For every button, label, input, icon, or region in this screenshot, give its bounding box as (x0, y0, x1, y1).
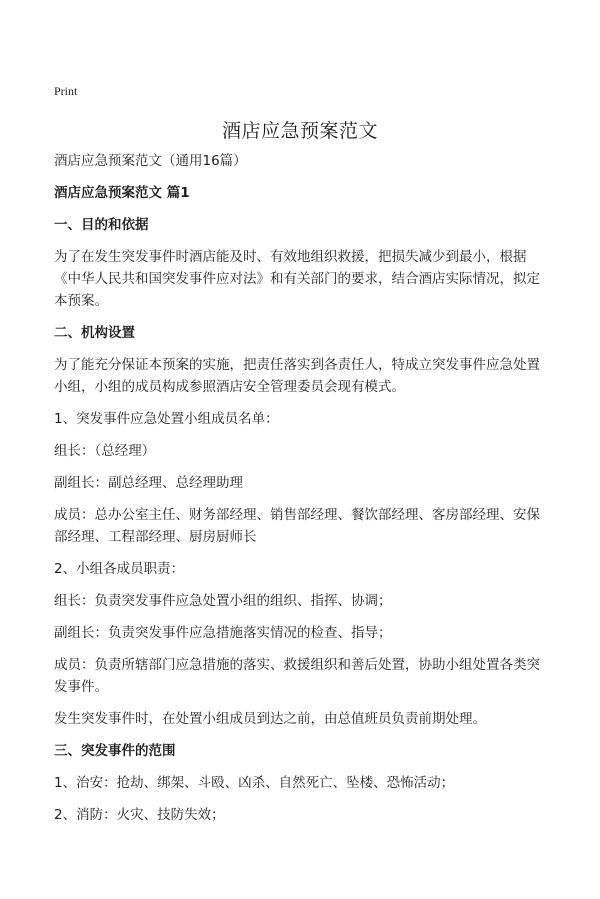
deputy-duty-line: 副组长：负责突发事件应急措施落实情况的检查、指导； (54, 625, 392, 641)
duties-heading: 2、小组各成员职责： (54, 561, 185, 577)
members-duty-line: 成员：负责所辖部门应急措施的落实、救援组织和善后处置，协助小组处置各类突发事件。 (54, 657, 540, 695)
members-line: 成员：总办公室主任、财务部经理、销售部经理、餐饮部经理、客房部经理、安保部经理、工程部经理、厨房厨师长 (54, 507, 540, 545)
print-label: Print (54, 84, 78, 98)
section-body-organization: 为了能充分保证本预案的实施，把责任落实到各责任人，特成立突发事件应急处置小组，小组的成员构成参照酒店安全管理委员会现有模式。 (54, 357, 540, 395)
on-duty-note: 发生突发事件时，在处置小组成员到达之前，由总值班员负责前期处理。 (54, 711, 486, 727)
member-list-heading: 1、突发事件应急处置小组成员名单： (54, 411, 279, 427)
section-heading-organization: 二、机构设置 (54, 325, 135, 341)
section-heading-purpose: 一、目的和依据 (54, 217, 149, 233)
document-subtitle: 酒店应急预案范文（通用16篇） (54, 153, 247, 169)
section-body-purpose: 为了在发生突发事件时酒店能及时、有效地组织救援，把损失减少到最小，根据《中华人民共和国突发事件应对法》和有关部门的要求，结合酒店实际情况，拟定本预案。 (54, 249, 540, 309)
deputy-line: 副组长：副总经理、总经理助理 (54, 475, 243, 491)
leader-duty-line: 组长：负责突发事件应急处置小组的组织、指挥、协调； (54, 593, 392, 609)
leader-line: 组长：（总经理） (54, 443, 156, 459)
document-title: 酒店应急预案范文 (221, 120, 378, 142)
scope-item-security: 1、治安：抢劫、绑架、斗殴、凶杀、自然死亡、坠楼、恐怖活动； (54, 775, 455, 791)
section-heading-scope: 三、突发事件的范围 (54, 743, 176, 759)
scope-item-fire: 2、消防：火灾、技防失效； (54, 807, 225, 823)
document-body (54, 150, 552, 836)
chapter-heading: 酒店应急预案范文 篇1 (54, 185, 190, 201)
